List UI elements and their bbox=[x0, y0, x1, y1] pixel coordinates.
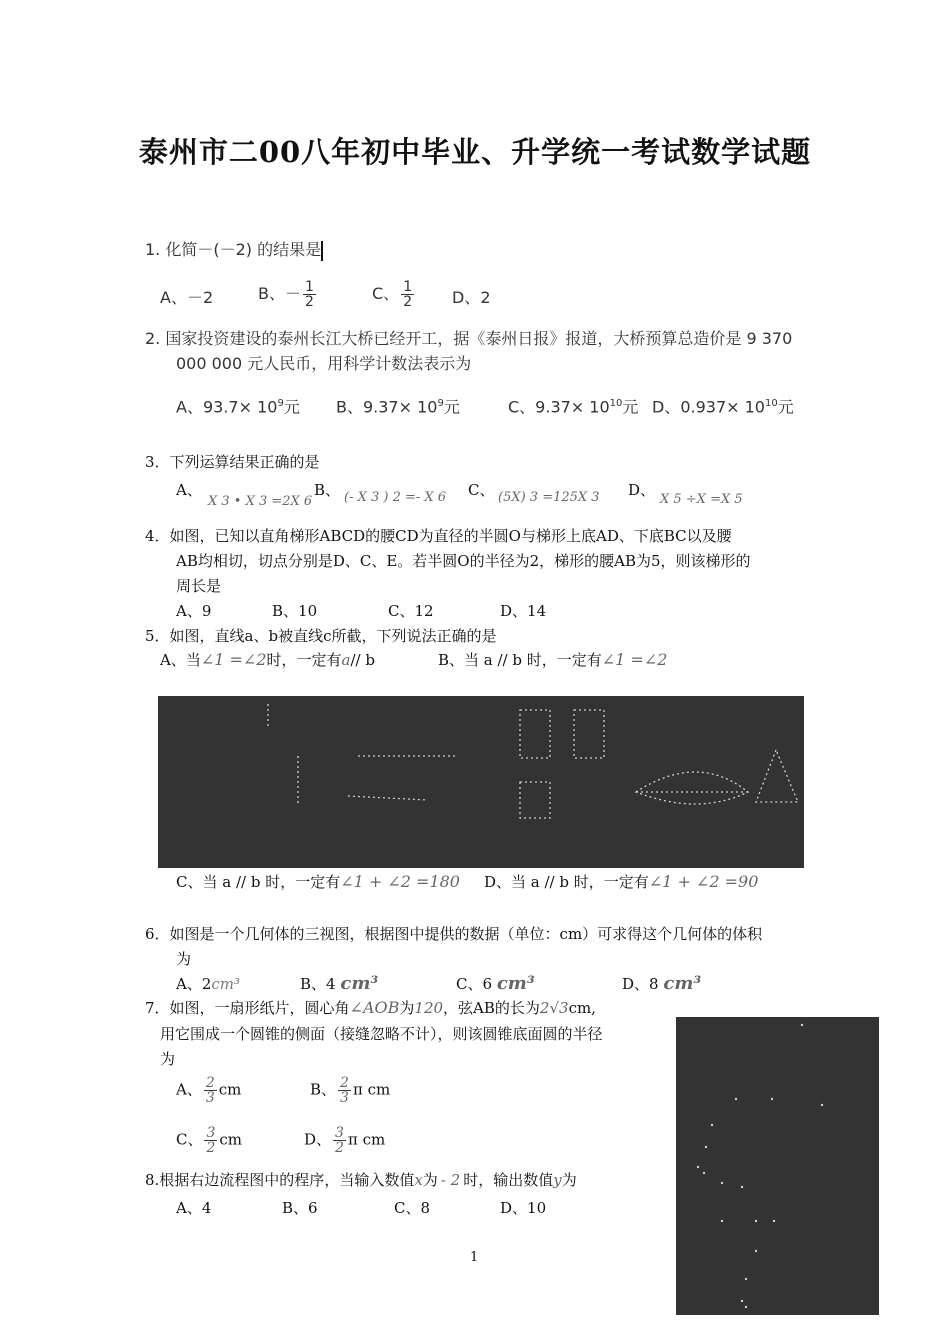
figures-drawing bbox=[158, 696, 804, 868]
q4-option-b: B、10 bbox=[272, 602, 318, 620]
fig-dot bbox=[735, 1098, 737, 1100]
q8-option-b: B、6 bbox=[282, 1199, 318, 1217]
text-cursor bbox=[321, 241, 323, 261]
fig-dot bbox=[745, 1278, 747, 1280]
page-number: 1 bbox=[470, 1250, 479, 1265]
q4-option-a: A、9 bbox=[176, 602, 212, 620]
q7-option-d: D、 $\frac{3}{2}$ π cm bbox=[304, 1125, 386, 1156]
fig-dot bbox=[745, 1306, 747, 1308]
q8-stem: 8.根据右边流程图中的程序，当输入数值x为 - 2 时，输出数值y为 bbox=[145, 1171, 577, 1189]
q6-option-d: D、8 cm³ bbox=[622, 973, 702, 994]
fig-dot bbox=[755, 1250, 757, 1252]
top-view bbox=[520, 782, 550, 818]
q8-option-a: A、4 bbox=[176, 1199, 212, 1217]
q4-line1: 4．如图，已知以直角梯形ABCD的腰CD为直径的半圆O与梯形上底AD、下底BC以及腰 bbox=[145, 527, 732, 545]
page-title: 泰州市二00八年初中毕业、升学统一考试数学试题 bbox=[138, 135, 812, 169]
q3-option-b-expr: (- X 3 ) 2 =- X 6 bbox=[344, 490, 447, 505]
fig-dot bbox=[703, 1172, 705, 1174]
fig-dot bbox=[821, 1104, 823, 1106]
q5-option-d: D、当 a // b 时，一定有∠1 + ∠2 =90 bbox=[484, 872, 759, 891]
flowchart-figure bbox=[676, 1017, 879, 1315]
q1-stem: 1. 化简－(－2) 的结果是 bbox=[145, 240, 322, 259]
q8-option-c: C、8 bbox=[394, 1199, 431, 1217]
fig-dot bbox=[741, 1300, 743, 1302]
q4-line2: AB均相切，切点分别是D、C、E。若半圆O的半径为2，梯形的腰AB为5，则该梯形的 bbox=[176, 552, 751, 570]
cone-figure bbox=[756, 750, 798, 802]
q7-option-b: B、 $\frac{2}{3}$ π cm bbox=[310, 1075, 391, 1106]
q4-option-d: D、14 bbox=[500, 602, 547, 620]
fig-dot bbox=[705, 1146, 707, 1148]
q3-option-d-expr: X 5 ÷X =X 5 bbox=[660, 492, 743, 507]
q2-stem-line1: 2. 国家投资建设的泰州长江大桥已经开工，据《泰州日报》报道，大桥预算总造价是 9 370 bbox=[145, 329, 793, 348]
flowchart-drawing bbox=[676, 1017, 879, 1315]
q1-option-b: B、－ $\frac{1}{2}$ bbox=[258, 279, 314, 310]
q2-option-a: A、$93.7\times 10^9$元 bbox=[176, 397, 300, 417]
q6-line2: 为 bbox=[176, 950, 192, 968]
q5-option-a: A、当∠1 =∠2时，一定有a// b bbox=[160, 650, 375, 669]
q5-stem: 5．如图，直线a、b被直线c所截，下列说法正确的是 bbox=[145, 627, 497, 645]
fig-dot bbox=[771, 1098, 773, 1100]
fig-dot bbox=[697, 1166, 699, 1168]
q1-option-d: D、2 bbox=[452, 288, 491, 307]
q3-option-c-expr: (5X) 3 =125X 3 bbox=[498, 490, 600, 505]
q2-option-c: C、$9.37\times 10^{10}$元 bbox=[508, 397, 639, 417]
q1-option-c: C、 $\frac{1}{2}$ bbox=[372, 279, 413, 310]
fig-dot bbox=[773, 1220, 775, 1222]
fig-dot bbox=[721, 1182, 723, 1184]
q3-option-a-expr: X 3 • X 3 =2X 6 bbox=[208, 494, 313, 509]
q6-option-b: B、4 cm³ bbox=[300, 973, 379, 994]
q7-line1: 7．如图，一扇形纸片，圆心角∠AOB为120，弦AB的长为2√3cm, bbox=[145, 998, 596, 1017]
fig-dot bbox=[801, 1024, 803, 1026]
fig-dot bbox=[741, 1186, 743, 1188]
q2-option-b: B、$9.37\times 10^9$元 bbox=[336, 397, 460, 417]
q2-stem-line2: 000 000 元人民币，用科学计数法表示为 bbox=[176, 354, 472, 373]
q5-option-c: C、当 a // b 时，一定有∠1 + ∠2 =180 bbox=[176, 872, 460, 891]
front-view bbox=[520, 710, 550, 758]
q1-options bbox=[160, 286, 213, 310]
q7-option-c: C、 $\frac{3}{2}$ cm bbox=[176, 1125, 243, 1156]
fig-dot bbox=[711, 1124, 713, 1126]
q3-stem: 3．下列运算结果正确的是 bbox=[145, 453, 320, 471]
q4-line3: 周长是 bbox=[176, 577, 222, 595]
q7-line2: 用它围成一个圆锥的侧面（接缝忽略不计），则该圆锥底面圆的半径 bbox=[160, 1025, 603, 1043]
q3-option-a-label: A、 bbox=[176, 481, 202, 499]
q8-option-d: D、10 bbox=[500, 1199, 547, 1217]
fig-dot bbox=[755, 1220, 757, 1222]
figures-strip bbox=[158, 696, 804, 868]
q6-option-a: A、2cm³ bbox=[176, 975, 241, 993]
q5-option-b: B、当 a // b 时，一定有∠1 =∠2 bbox=[438, 650, 668, 669]
q6-option-c: C、6 cm³ bbox=[456, 973, 535, 994]
q6-line1: 6．如图是一个几何体的三视图，根据图中提供的数据（单位：cm）可求得这个几何体的体积 bbox=[145, 925, 763, 943]
fig-dot bbox=[721, 1220, 723, 1222]
q7-option-a: A、 $\frac{2}{3}$ cm bbox=[176, 1075, 242, 1106]
q2-option-d: D、$0.937\times 10^{10}$元 bbox=[652, 397, 794, 417]
side-view bbox=[574, 710, 604, 758]
sector-figure bbox=[636, 772, 748, 804]
q7-line3: 为 bbox=[160, 1050, 176, 1068]
fig-line bbox=[348, 796, 428, 800]
q3-option-c-label: C、 bbox=[468, 481, 495, 499]
q3-option-b-label: B、 bbox=[314, 481, 341, 499]
q1-option-a: A、－2 bbox=[160, 288, 214, 307]
q4-option-c: C、12 bbox=[388, 602, 434, 620]
q3-option-d-label: D、 bbox=[628, 481, 656, 499]
